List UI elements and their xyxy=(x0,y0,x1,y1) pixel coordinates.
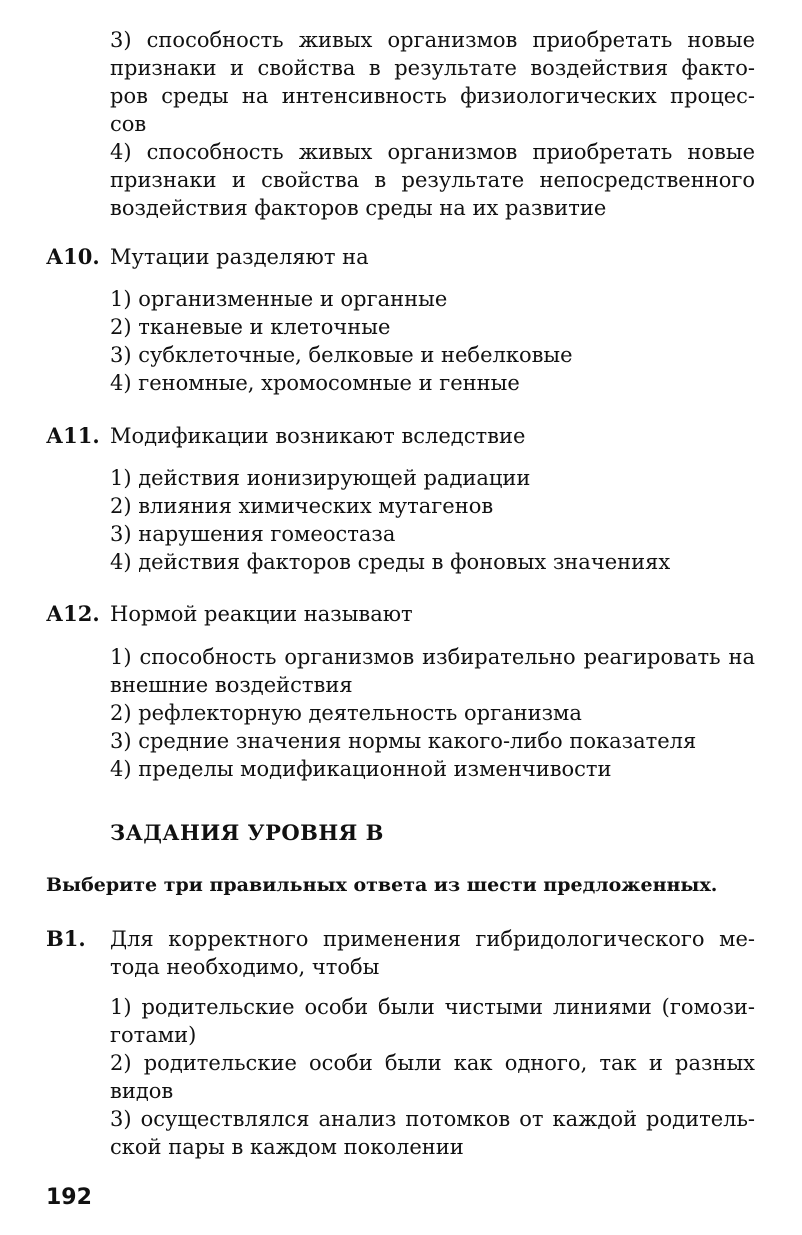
answer-option: ской пары в каждом поколении xyxy=(110,1135,464,1159)
answer-option: видов xyxy=(110,1079,174,1103)
answer-option: 4) геномные, хромосомные и генные xyxy=(110,371,520,395)
answer-option: внешние воздействия xyxy=(110,673,353,697)
answer-option: 1) родительские особи были чистыми линиями (гомози- xyxy=(110,995,755,1019)
answer-option: 2) родительские особи были как одного, так и разных xyxy=(110,1051,755,1075)
section-instruction: Выберите три правильных ответа из шести предложенных. xyxy=(46,874,718,896)
answer-option: 2) влияния химических мутагенов xyxy=(110,494,494,518)
answer-option: 1) действия ионизирующей радиации xyxy=(110,466,531,490)
answer-option: 4) действия факторов среды в фоновых значениях xyxy=(110,550,671,574)
question-text: Мутации разделяют на xyxy=(110,245,369,269)
option-line: воздействия факторов среды на их развитие xyxy=(110,196,607,220)
answer-option: 3) субклеточные, белковые и небелковые xyxy=(110,343,573,367)
option-line: 3) способность живых организмов приобретать новые xyxy=(110,28,755,52)
answer-option: 1) организменные и органные xyxy=(110,287,448,311)
answer-option: готами) xyxy=(110,1023,197,1047)
answer-option: 2) рефлекторную деятельность организма xyxy=(110,701,582,725)
answer-option: 4) пределы модификационной изменчивости xyxy=(110,757,612,781)
question-text: Нормой реакции называют xyxy=(110,602,413,626)
answer-option: 3) средние значения нормы какого-либо показателя xyxy=(110,729,697,753)
option-line: признаки и свойства в результате непосредственного xyxy=(110,168,755,192)
option-line: сов xyxy=(110,112,147,136)
question-text: тода необходимо, чтобы xyxy=(110,955,380,979)
question-text: Модификации возникают вследствие xyxy=(110,424,526,448)
option-line: признаки и свойства в результате воздействия факто- xyxy=(110,56,755,80)
answer-option: 3) осуществлялся анализ потомков от каждой родитель- xyxy=(110,1107,755,1131)
question-number: А12. xyxy=(46,601,100,626)
option-line: ров среды на интенсивность физиологических процес- xyxy=(110,84,755,108)
answer-option: 1) способность организмов избирательно реагировать на xyxy=(110,645,755,669)
page-number: 192 xyxy=(46,1185,92,1210)
answer-option: 3) нарушения гомеостаза xyxy=(110,522,396,546)
option-line: 4) способность живых организмов приобретать новые xyxy=(110,140,755,164)
answer-option: 2) тканевые и клеточные xyxy=(110,315,391,339)
question-number: А10. xyxy=(46,244,100,269)
section-heading: ЗАДАНИЯ УРОВНЯ В xyxy=(110,820,384,845)
question-number: А11. xyxy=(46,423,100,448)
question-number: В1. xyxy=(46,926,86,951)
question-text: Для корректного применения гибридологического ме- xyxy=(110,927,755,951)
